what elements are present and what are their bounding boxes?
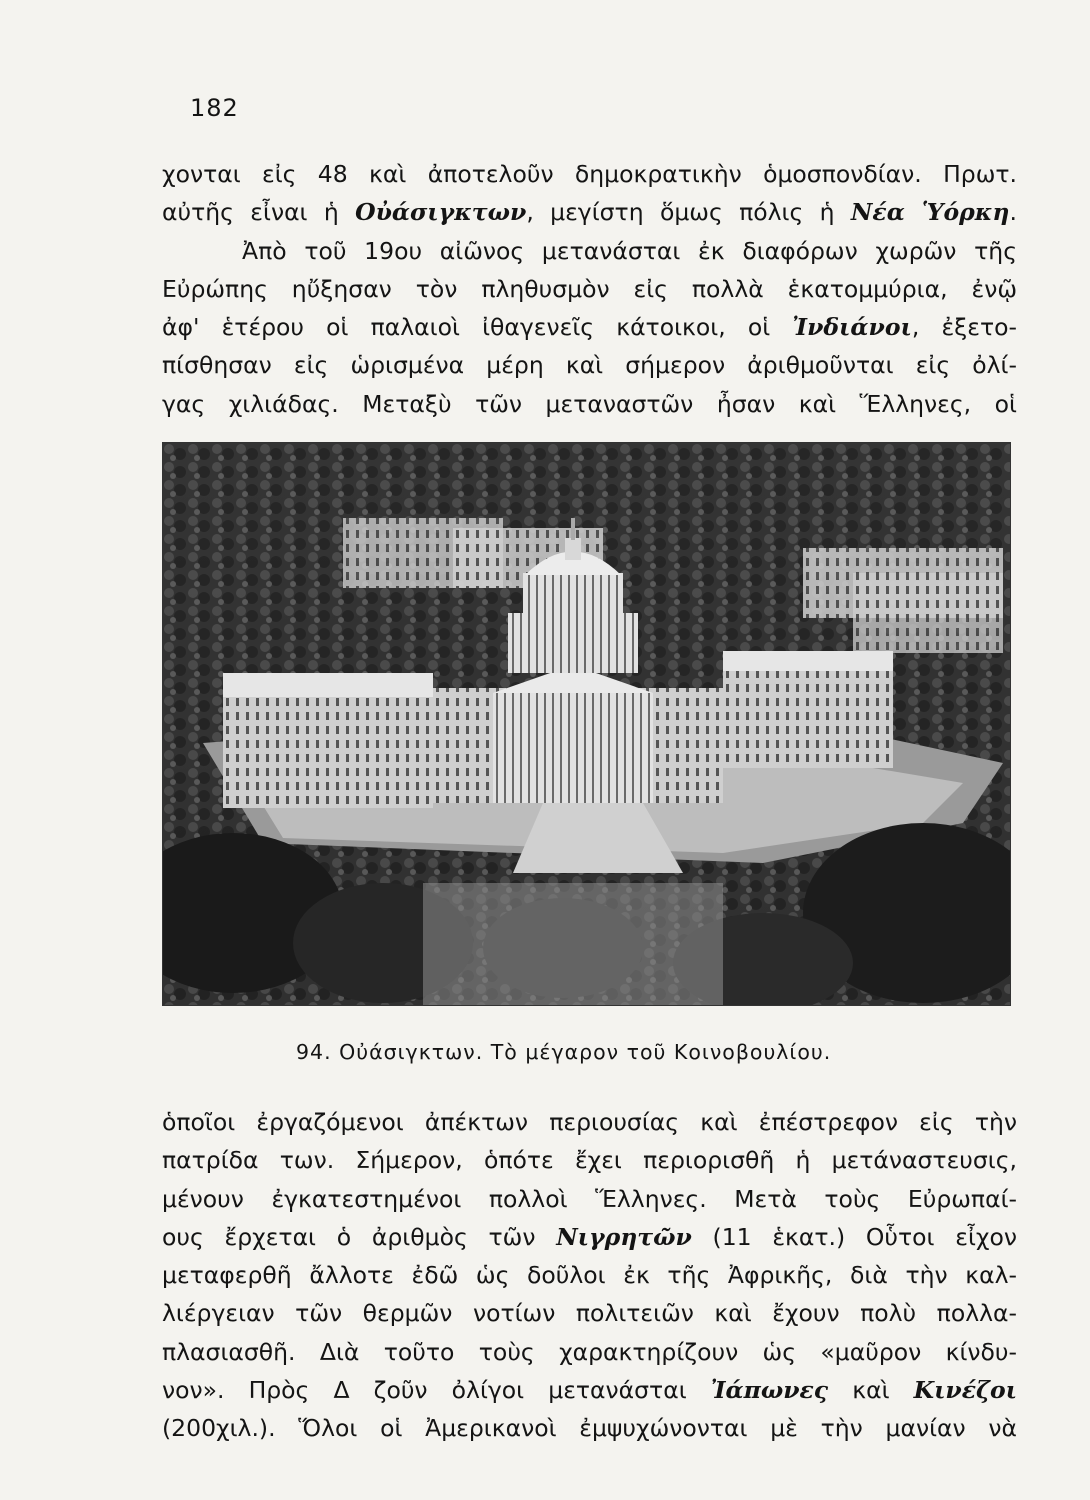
text-line: ἀφ' ἑτέρου οἱ παλαιοὶ ἰθαγενεῖς κάτοικοι, οἱ Ἰνδιάνοι, ἐξετο- <box>162 313 1017 342</box>
text-line: αὐτῆς εἶναι ἡ Οὐάσιγκτων, μεγίστη ὅμως πόλις ἡ Νέα Ὑόρκη. <box>162 198 1017 227</box>
text-line: Εὐρώπης ηὔξησαν τὸν πληθυσμὸν εἰς πολλὰ ἑκατομμύρια, ἐνῷ <box>162 274 1017 303</box>
text-line: πλασιασθῆ. Διὰ τοῦτο τοὺς χαρακτηρίζουν ὡς «μαῦρον κίνδυ- <box>162 1337 1017 1366</box>
capitol-photo <box>162 442 1011 1006</box>
emphasized-term: Νιγρητῶν <box>556 1222 692 1251</box>
text-line: ους ἔρχεται ὁ ἀριθμὸς τῶν Νιγρητῶν (11 ἑκατ.) Οὗτοι εἶχον <box>162 1222 1017 1251</box>
text-line: Ἀπὸ τοῦ 19ου αἰῶνος μετανάσται ἐκ διαφόρων χωρῶν τῆς <box>242 236 1017 265</box>
text-line: πίσθησαν εἰς ὡρισμένα μέρη καὶ σήμερον ἀριθμοῦνται εἰς ὀλί- <box>162 351 1017 380</box>
text-line: (200χιλ.). Ὅλοι οἱ Ἀμερικανοὶ ἐμψυχώνονται μὲ τὴν μανίαν νὰ <box>162 1414 1017 1443</box>
text-line: μένουν ἐγκατεστημένοι πολλοὶ Ἕλληνες. Μετὰ τοὺς Εὐρωπαί- <box>162 1184 1017 1213</box>
emphasized-term: Ἰάπωνες <box>710 1376 829 1405</box>
text-line: μεταφερθῆ ἄλλοτε ἐδῶ ὡς δοῦλοι ἐκ τῆς Ἀφρικῆς, διὰ τὴν καλ- <box>162 1261 1017 1290</box>
bottom-paragraph <box>162 1103 1017 1448</box>
emphasized-term: Ἰνδιάνοι <box>792 313 912 342</box>
text-line: χονται εἰς 48 καὶ ἀποτελοῦν δημοκρατικὴν ὁμοσπονδίαν. Πρωτ. <box>162 160 1017 188</box>
page-number: 182 <box>190 94 239 122</box>
figure-caption: 94. Οὐάσιγκτων. Τὸ μέγαρον τοῦ Κοινοβουλίου. <box>296 1040 832 1064</box>
text-line: νον». Πρὸς Δ ζοῦν ὀλίγοι μετανάσται Ἰάπωνες καὶ Κινέζοι <box>162 1376 1017 1405</box>
emphasized-term: Νέα Ὑόρκη <box>850 198 1010 227</box>
text-line: λιέργειαν τῶν θερμῶν νοτίων πολιτειῶν καὶ ἔχουν πολὺ πολλα- <box>162 1299 1017 1328</box>
text-line: γας χιλιάδας. Μεταξὺ τῶν μεταναστῶν ἦσαν καὶ Ἕλληνες, οἱ <box>162 389 1017 418</box>
text-line: ὁποῖοι ἐργαζόμενοι ἀπέκτων περιουσίας καὶ ἐπέστρεφον εἰς τὴν <box>162 1108 1017 1136</box>
emphasized-term: Κινέζοι <box>913 1376 1017 1405</box>
text-line: πατρίδα των. Σήμερον, ὁπότε ἔχει περιορισθῆ ἡ μετάναστευσις, <box>162 1146 1017 1175</box>
top-paragraph <box>162 155 1017 423</box>
emphasized-term: Οὐάσιγκτων <box>355 198 527 227</box>
